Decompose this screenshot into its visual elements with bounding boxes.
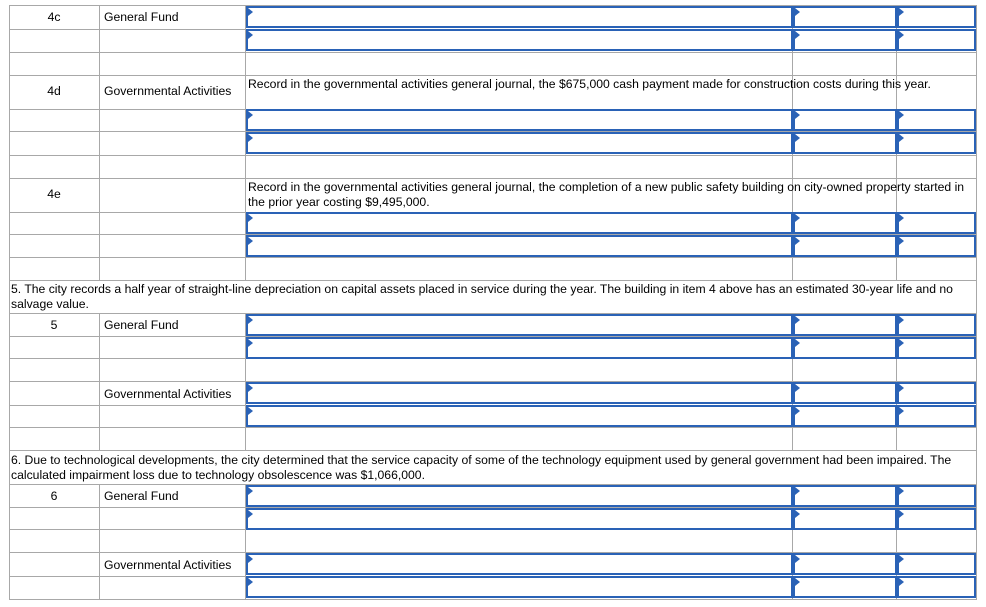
row-5-gov-1-account-input[interactable] [246,382,793,404]
row-6-gov-2-account-input[interactable] [246,576,793,598]
problem-6-text: 6. Due to technological developments, the city determined that the service capacity of some of the technology equipment used by general government had been impaired. The calculated impairment loss due to technology obsolescence was $1,066,000. [11,453,952,482]
grid-line [99,484,100,599]
instruction-4d: Record in the governmental activities general journal, the $675,000 cash payment made for construction costs during this year. [248,77,931,91]
row-6-general-1-account-input[interactable] [246,485,793,507]
grid-line [9,450,976,451]
row-6-general-2-debit-input[interactable] [793,508,897,530]
entry-number-5: 5 [50,318,58,332]
grid-line [9,5,10,280]
row-4c-1-credit-input[interactable] [897,6,976,28]
problem-5-text: 5. The city records a half year of straight-line depreciation on capital assets placed in service during the year. The building in item 4 above has an estimated 30-year life and no salvage value. [11,282,953,311]
grid-line [99,313,100,450]
row-4c-2-account-input[interactable] [246,29,793,51]
row-5-gov-2-account-input[interactable] [246,405,793,427]
row-6-gov-1-credit-input[interactable] [897,553,976,575]
fund-label-6-governmental: Governmental Activities [104,558,232,572]
fund-label-4c: General Fund [104,10,179,24]
grid-line [9,427,976,428]
fund-label-6-general: General Fund [104,489,179,503]
entry-number-4d: 4d [47,84,61,98]
grid-line [976,5,977,280]
instruction-4e: Record in the governmental activities general journal, the completion of a new public safety building on city-owned property started in the prior year costing $9,495,000. [248,180,965,209]
row-5-general-2-debit-input[interactable] [793,337,897,359]
grid-line [9,450,10,600]
fund-label-5-general: General Fund [104,318,179,332]
row-4e-2-account-input[interactable] [246,235,793,257]
row-4c-1-account-input[interactable] [246,6,793,28]
entry-number-4e: 4e [47,187,61,201]
row-5-gov-1-debit-input[interactable] [793,382,897,404]
row-4d-1-credit-input[interactable] [897,109,976,131]
row-5-general-2-account-input[interactable] [246,337,793,359]
grid-line [976,280,977,450]
row-5-general-1-credit-input[interactable] [897,314,976,336]
grid-line [9,52,976,53]
grid-line [976,450,977,600]
row-4d-2-account-input[interactable] [246,132,793,154]
row-4e-1-account-input[interactable] [246,212,793,234]
row-4d-1-account-input[interactable] [246,109,793,131]
fund-label-5-governmental: Governmental Activities [104,387,232,401]
grid-line [9,155,976,156]
row-4e-1-debit-input[interactable] [793,212,897,234]
grid-line [9,257,976,258]
grid-line [9,280,10,450]
row-4d-2-credit-input[interactable] [897,132,976,154]
grid-line [9,599,976,600]
grid-line [99,5,100,280]
row-4d-2-debit-input[interactable] [793,132,897,154]
row-4e-1-credit-input[interactable] [897,212,976,234]
row-6-gov-1-account-input[interactable] [246,553,793,575]
row-6-general-1-credit-input[interactable] [897,485,976,507]
row-4d-1-debit-input[interactable] [793,109,897,131]
grid-line [9,178,976,179]
grid-line [9,75,976,76]
row-4e-2-debit-input[interactable] [793,235,897,257]
row-5-gov-2-credit-input[interactable] [897,405,976,427]
row-6-general-2-credit-input[interactable] [897,508,976,530]
row-6-general-1-debit-input[interactable] [793,485,897,507]
row-6-gov-2-debit-input[interactable] [793,576,897,598]
row-6-gov-1-debit-input[interactable] [793,553,897,575]
row-5-gov-2-debit-input[interactable] [793,405,897,427]
fund-label-4d: Governmental Activities [104,84,232,98]
row-5-gov-1-credit-input[interactable] [897,382,976,404]
row-6-general-2-account-input[interactable] [246,508,793,530]
entry-number-4c: 4c [47,10,61,24]
row-5-general-1-account-input[interactable] [246,314,793,336]
row-5-general-2-credit-input[interactable] [897,337,976,359]
entry-number-6: 6 [50,489,58,503]
row-4c-2-debit-input[interactable] [793,29,897,51]
row-4c-2-credit-input[interactable] [897,29,976,51]
grid-line [9,280,976,281]
row-4e-2-credit-input[interactable] [897,235,976,257]
row-6-gov-2-credit-input[interactable] [897,576,976,598]
row-5-general-1-debit-input[interactable] [793,314,897,336]
row-4c-1-debit-input[interactable] [793,6,897,28]
